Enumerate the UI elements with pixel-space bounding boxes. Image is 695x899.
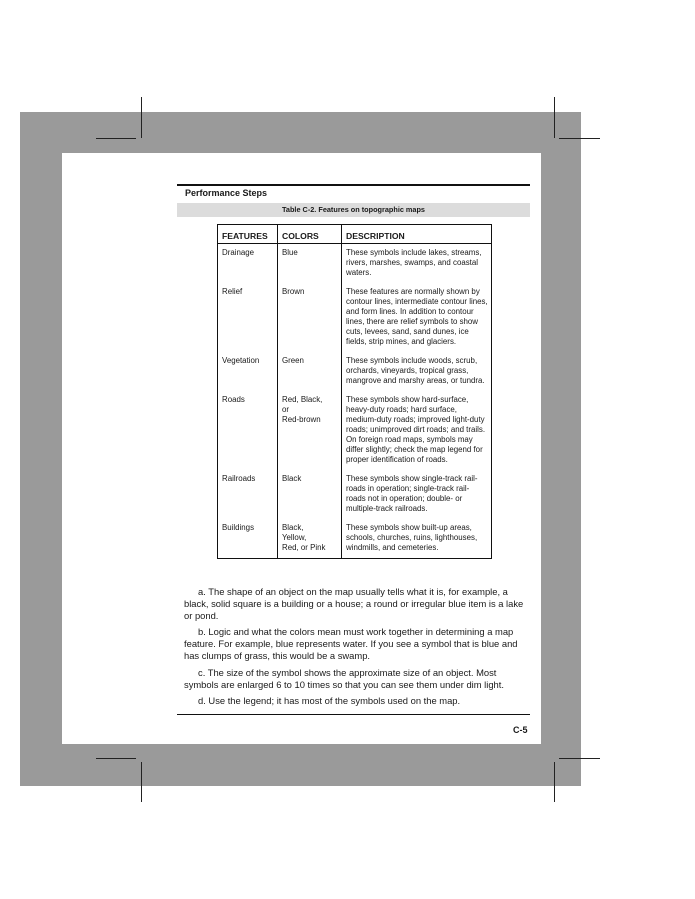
- crop-mark: [96, 138, 136, 139]
- crop-mark: [559, 758, 600, 759]
- crop-mark: [554, 762, 555, 802]
- table-caption: Table C-2. Features on topographic maps: [177, 203, 530, 217]
- table-row: [218, 352, 492, 391]
- description-cell: These features are normally shown by contour lines, intermediate contour lines, and form lines. In addition to contour lines, there are relief symbols to show cuts, levees, sand, sand dunes, ice fields, strip mines, and glaciers.: [342, 283, 492, 352]
- crop-mark: [141, 762, 142, 802]
- feature-cell: Drainage: [222, 248, 255, 257]
- paragraph-b: b. Logic and what the colors mean must work together in determining a map feature. For example, blue represents water. If you see a symbol that is blue and has clumps of grass, this would be a swamp.: [184, 626, 518, 661]
- crop-mark: [554, 97, 555, 138]
- table-row: [218, 244, 492, 284]
- description-cell: These symbols include woods, scrub, orchards, vineyards, tropical grass, mangrove and marshy areas, or tundra.: [342, 352, 492, 391]
- colors-cell: Black, Yellow, Red, or Pink: [278, 519, 342, 559]
- table-row: [218, 519, 492, 559]
- table-row: [218, 470, 492, 519]
- feature-cell: Relief: [222, 287, 243, 296]
- header-rule: [177, 184, 530, 186]
- body-text: [184, 586, 524, 712]
- page-number: C-5: [513, 725, 528, 735]
- crop-mark: [96, 758, 136, 759]
- description-cell: These symbols show hard-surface, heavy-duty roads; hard surface, medium-duty roads; improved light-duty roads; unimproved dirt roads; and trails. On foreign road maps, symbols may differ slightly; check the map legend for proper identification of roads.: [342, 391, 492, 470]
- feature-cell: Buildings: [222, 523, 255, 532]
- colors-cell: Red, Black, or Red-brown: [278, 391, 342, 470]
- feature-cell: Railroads: [222, 474, 256, 483]
- column-header-features: FEATURES: [218, 225, 278, 244]
- paragraph-c: c. The size of the symbol shows the approximate size of an object. Most symbols are enlarged 6 to 10 times so that you can see them under dim light.: [184, 666, 504, 690]
- description-cell: These symbols show single-track rail-roads in operation; single-track rail-roads not in operation; double- or multiple-track railroads.: [342, 470, 492, 519]
- table-row: [218, 391, 492, 470]
- colors-cell: Blue: [278, 244, 342, 284]
- description-cell: These symbols include lakes, streams, rivers, marshes, swamps, and coastal waters.: [342, 244, 492, 284]
- table-row: [218, 283, 492, 352]
- colors-cell: Green: [278, 352, 342, 391]
- crop-mark: [141, 97, 142, 138]
- crop-mark: [559, 138, 600, 139]
- feature-cell: Roads: [222, 395, 245, 404]
- colors-cell: Brown: [278, 283, 342, 352]
- colors-cell: Black: [278, 470, 342, 519]
- features-table: [217, 224, 492, 559]
- table-header-row: [218, 225, 492, 244]
- section-title: Performance Steps: [185, 188, 268, 198]
- paragraph-a: a. The shape of an object on the map usually tells what it is, for example, a black, solid square is a building or a house; a round or irregular blue item is a lake or pond.: [184, 586, 524, 621]
- column-header-colors: COLORS: [278, 225, 342, 244]
- paragraph-d: d. Use the legend; it has most of the symbols used on the map.: [198, 695, 461, 707]
- column-header-description: DESCRIPTION: [342, 225, 492, 244]
- description-cell: These symbols show built-up areas, schools, churches, ruins, lighthouses, windmills, and cemeteries.: [342, 519, 492, 559]
- feature-cell: Vegetation: [222, 356, 260, 365]
- footer-rule: [177, 714, 530, 715]
